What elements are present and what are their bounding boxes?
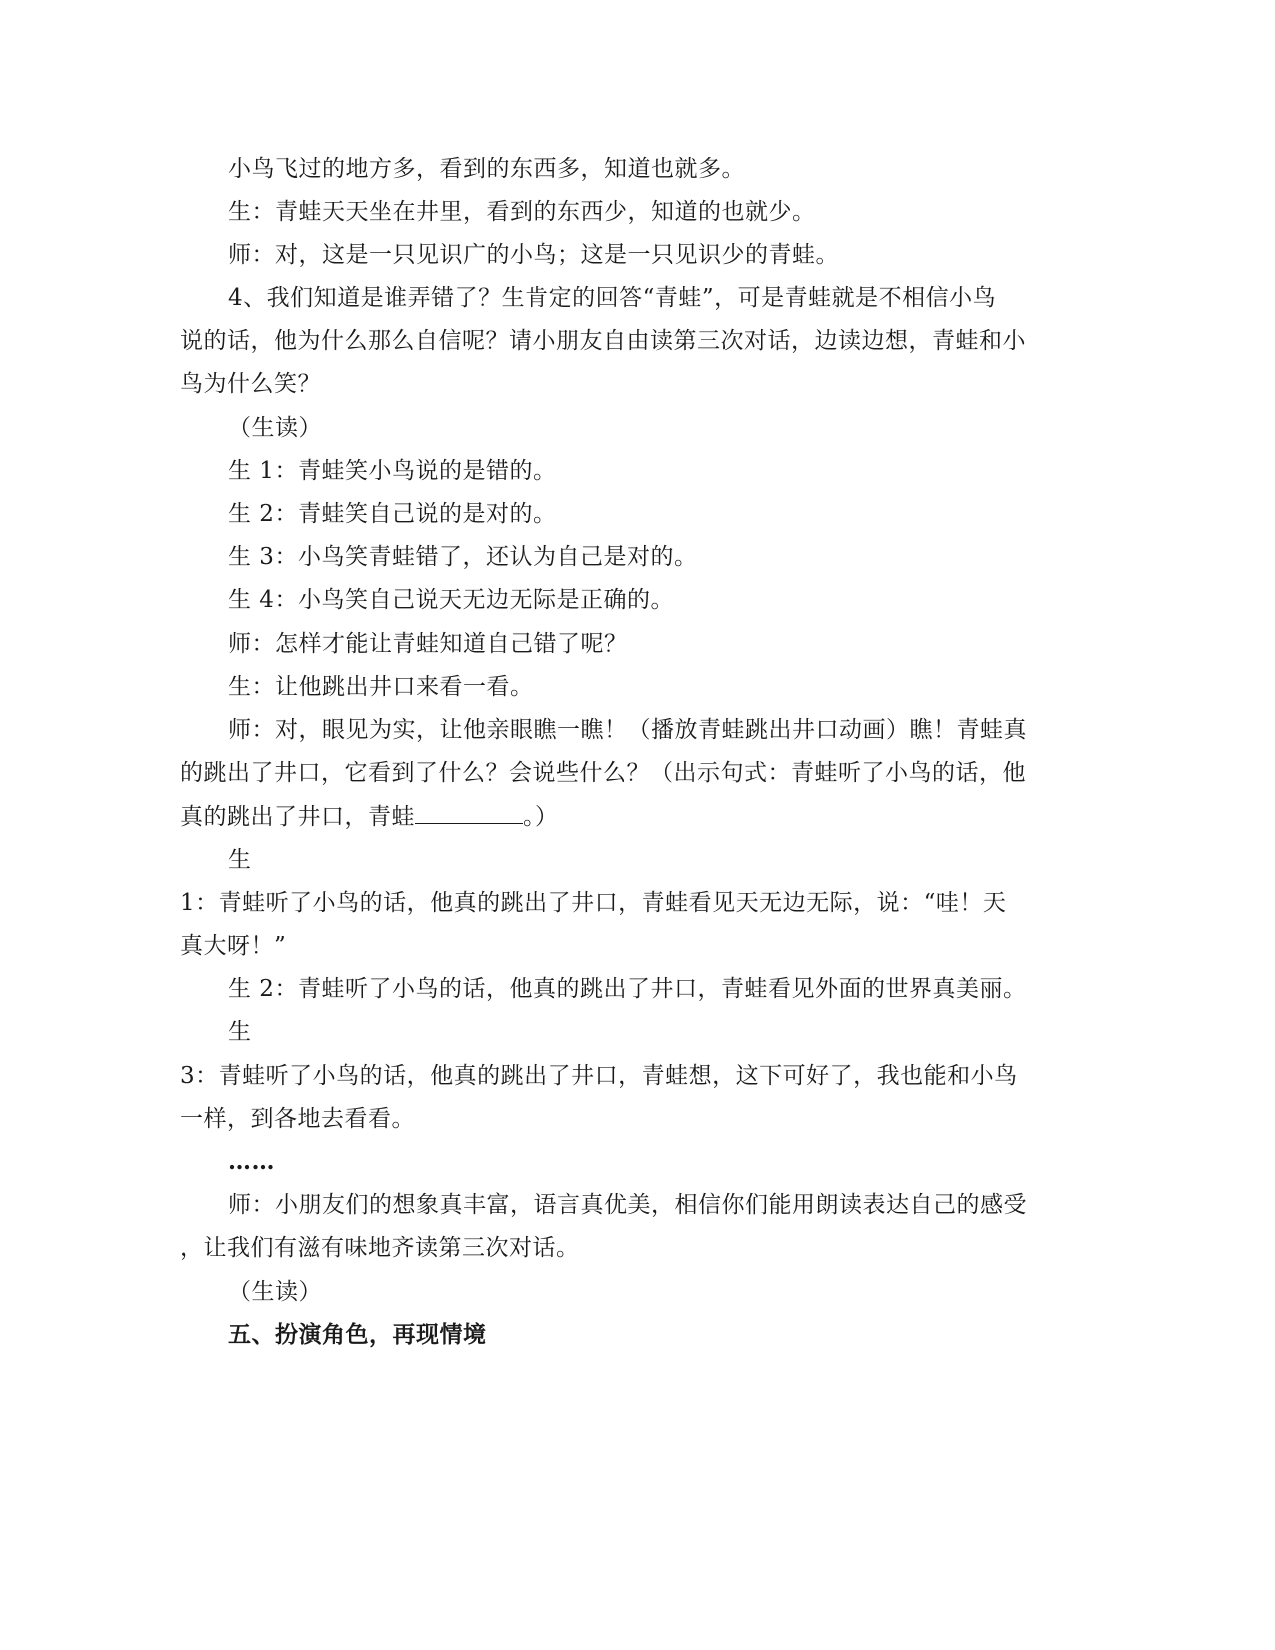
student-line: 生 1：青蛙笑小鸟说的是错的。: [228, 458, 557, 484]
student-line: 生 4：小鸟笑自己说天无边无际是正确的。: [228, 587, 674, 613]
section-heading: 五、扮演角色，再现情境: [228, 1321, 487, 1348]
paragraph-line: 小鸟飞过的地方多，看到的东西多，知道也就多。: [228, 156, 745, 182]
sentence-frame-text: 真的跳出了井口，青蛙: [180, 804, 415, 830]
paragraph-line: 鸟为什么笑？: [180, 371, 321, 397]
paragraph-line: [180, 801, 559, 832]
student-line: 生 2：青蛙笑自己说的是对的。: [228, 501, 557, 527]
student-line: 生 3：小鸟笑青蛙错了，还认为自己是对的。: [228, 544, 698, 570]
teacher-line: 师：怎样才能让青蛙知道自己错了呢？: [228, 631, 628, 657]
paragraph-line: 4、我们知道是谁弄错了？生肯定的回答“青蛙”，可是青蛙就是不相信小鸟: [228, 285, 997, 311]
sentence-frame-end: 。）: [523, 804, 559, 830]
paragraph-line: 真大呀！”: [180, 933, 287, 959]
paragraph-line: 的跳出了井口，它看到了什么？会说些什么？（出示句式：青蛙听了小鸟的话，他: [180, 760, 1026, 786]
paragraph-line: 一样，到各地去看看。: [180, 1106, 415, 1132]
stage-note: （生读）: [228, 1279, 322, 1305]
teacher-line: 师：对，眼见为实，让他亲眼瞧一瞧！（播放青蛙跳出井口动画）瞧！青蛙真: [228, 717, 1027, 743]
ellipsis: ……: [228, 1148, 275, 1175]
paragraph-line: 说的话，他为什么那么自信呢？请小朋友自由读第三次对话，边读边想，青蛙和小: [180, 328, 1026, 354]
paragraph-line: ，让我们有滋有味地齐读第三次对话。: [180, 1235, 580, 1261]
stage-note: （生读）: [228, 415, 322, 441]
student-label: 生: [228, 847, 252, 873]
student-line: 生：让他跳出井口来看一看。: [228, 674, 534, 700]
student-line: 3：青蛙听了小鸟的话，他真的跳出了井口，青蛙想，这下可好了，我也能和小鸟: [180, 1063, 1018, 1089]
student-label: 生: [228, 1019, 252, 1045]
student-line: 1：青蛙听了小鸟的话，他真的跳出了井口，青蛙看见天无边无际，说：“哇！天: [180, 890, 1007, 916]
teacher-line: 师：对，这是一只见识广的小鸟；这是一只见识少的青蛙。: [228, 242, 839, 268]
teacher-line: 师：小朋友们的想象真丰富，语言真优美，相信你们能用朗读表达自己的感受: [228, 1192, 1027, 1218]
student-line: 生 2：青蛙听了小鸟的话，他真的跳出了井口，青蛙看见外面的世界真美丽。: [228, 976, 1027, 1002]
student-line: 生：青蛙天天坐在井里，看到的东西少，知道的也就少。: [228, 199, 816, 225]
fill-in-blank: [415, 801, 523, 824]
